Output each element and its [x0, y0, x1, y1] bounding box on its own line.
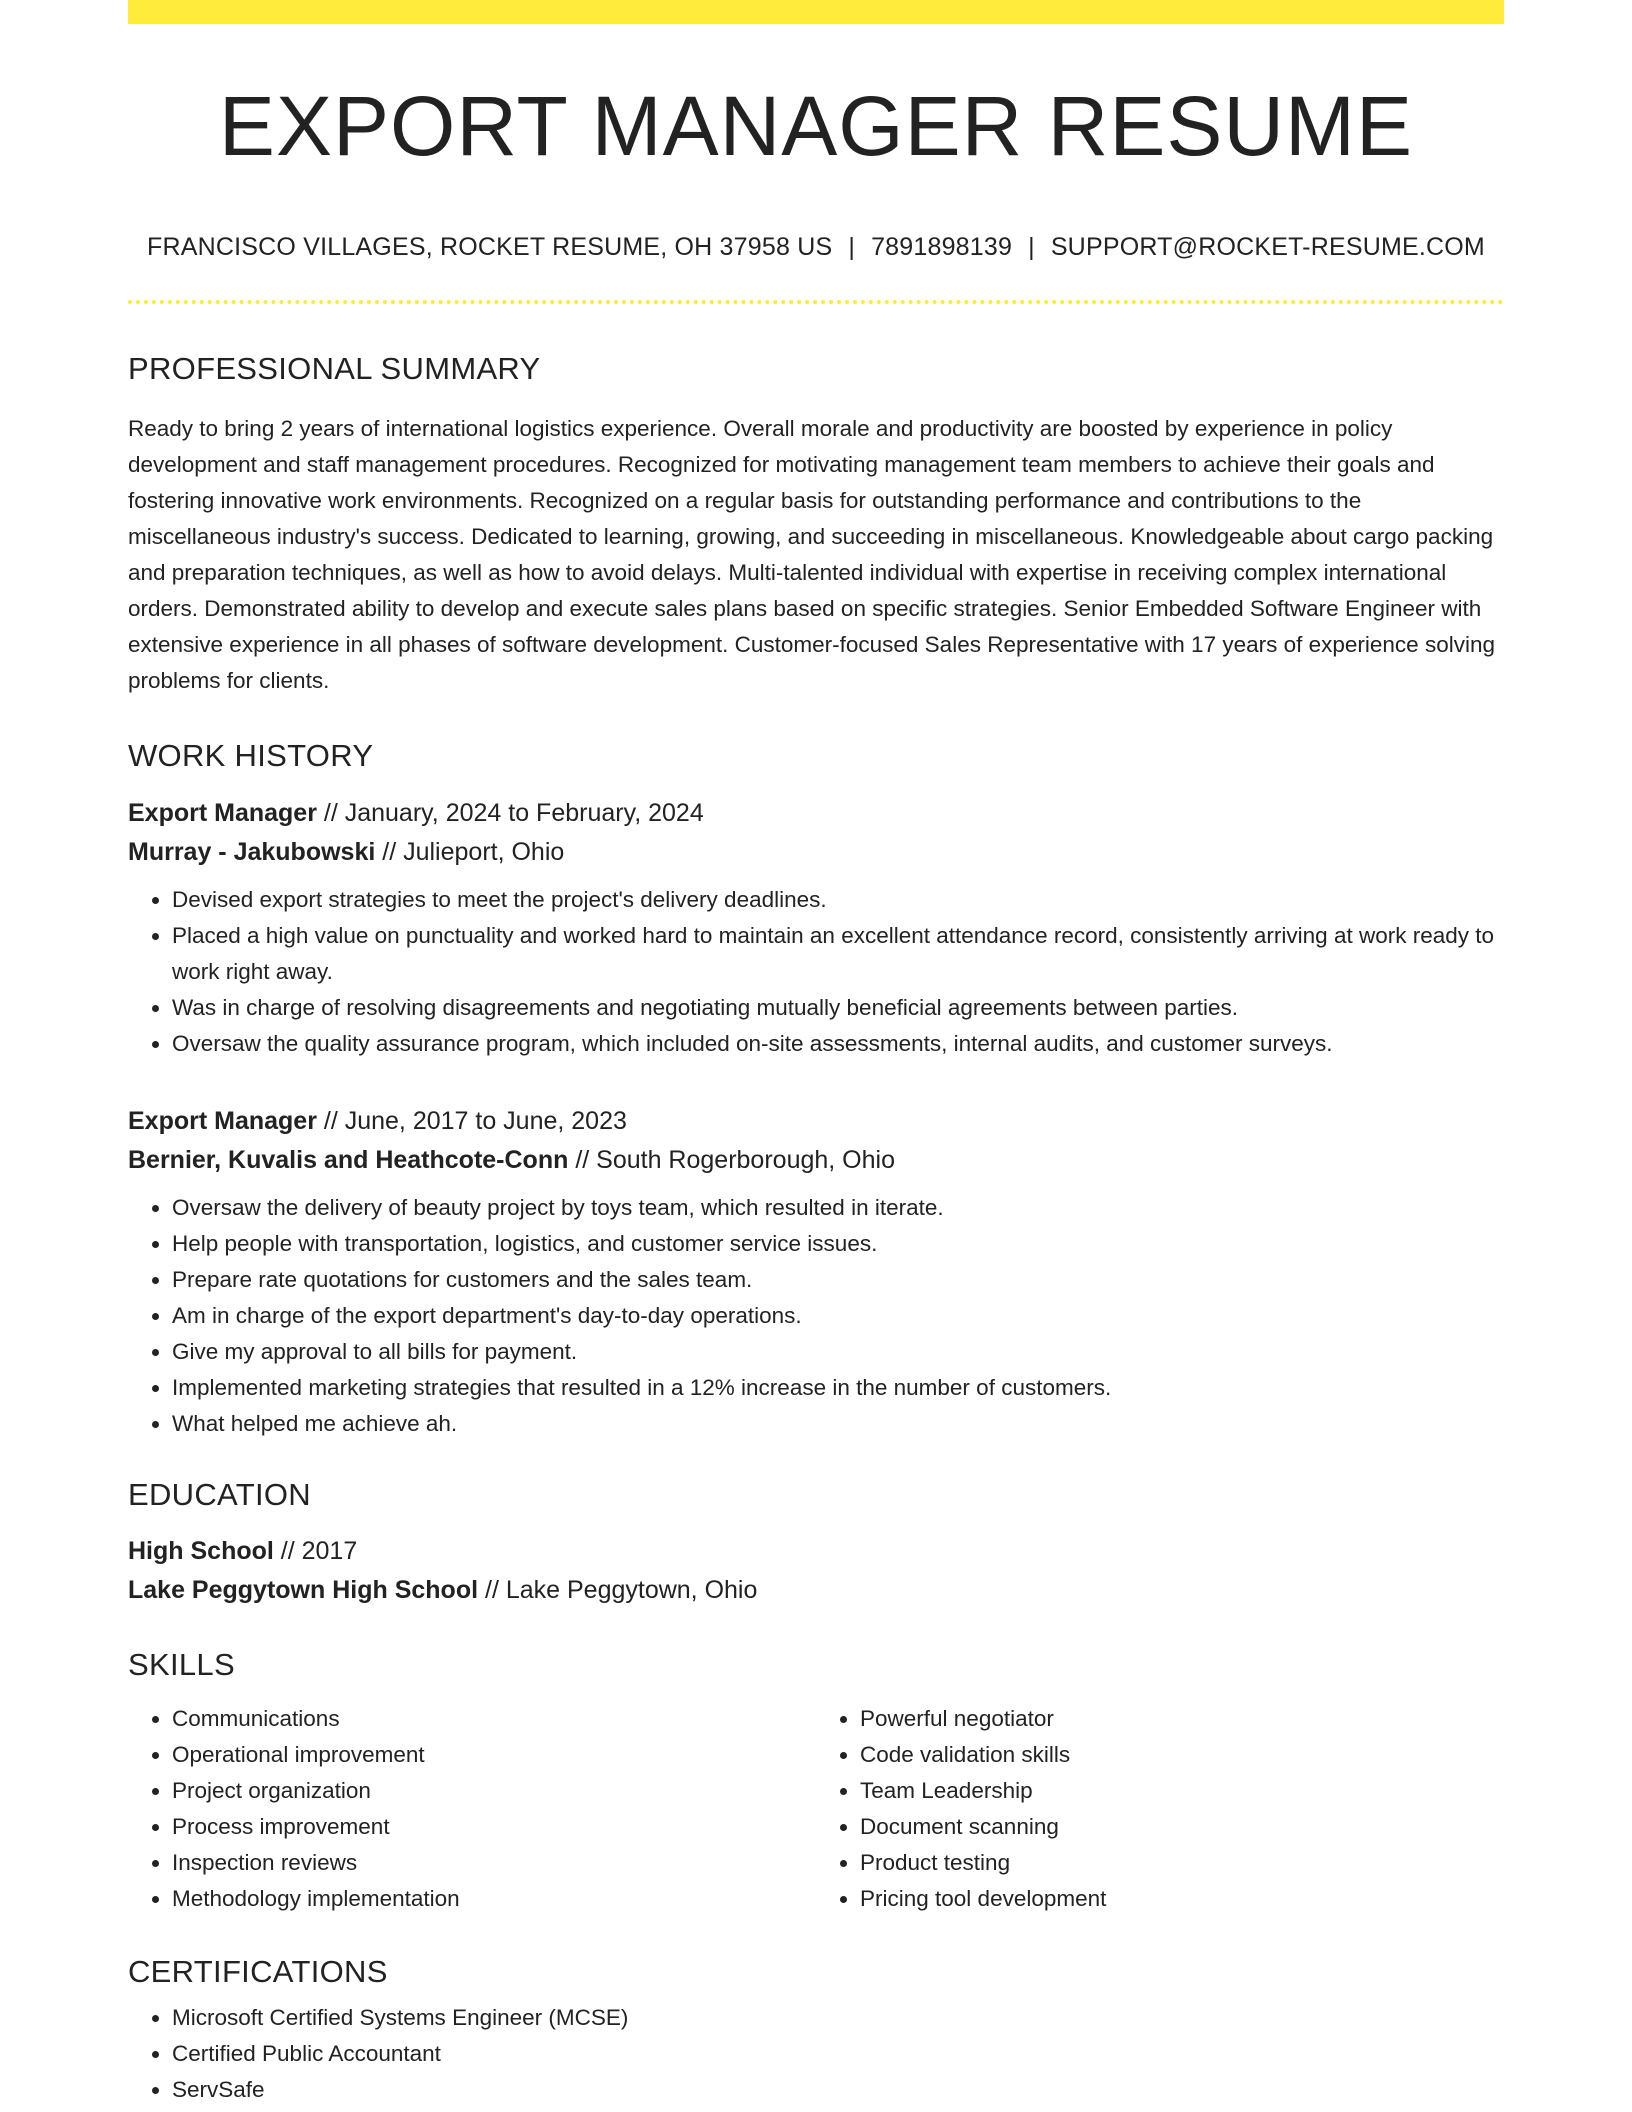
job-title-line [128, 794, 1504, 833]
job-title: Export Manager [128, 1107, 317, 1136]
list-item: • Inspection reviews [172, 1845, 816, 1881]
list-item: • Oversaw the quality assurance program, which included on-site assessments, internal audits, and customer surveys. [172, 1026, 1504, 1062]
list-item: • Implemented marketing strategies that resulted in a 12% increase in the number of customers. [172, 1370, 1504, 1406]
list-item: • Communications [172, 1701, 816, 1737]
education-school-line [128, 1571, 1504, 1610]
list-item: • Pricing tool development [860, 1881, 1504, 1917]
list-item: • Methodology implementation [172, 1881, 816, 1917]
education-heading: EDUCATION [128, 1477, 311, 1513]
resume-page [128, 0, 1504, 2108]
job-company: Murray - Jakubowski [128, 838, 376, 867]
list-item: • Document scanning [860, 1809, 1504, 1845]
certifications-heading: CERTIFICATIONS [128, 1953, 388, 1989]
list-item: • Powerful negotiator [860, 1701, 1504, 1737]
skills-columns [128, 1701, 1504, 1917]
list-item: • Operational improvement [172, 1737, 816, 1773]
dotted-divider [128, 300, 1504, 304]
job-dates: // June, 2017 to June, 2023 [316, 1107, 627, 1136]
job-location: // Julieport, Ohio [375, 838, 565, 867]
list-item: • Project organization [172, 1773, 816, 1809]
list-item: • What helped me achieve ah. [172, 1406, 1504, 1442]
skills-list-left [128, 1701, 816, 1917]
skills-list-right [816, 1701, 1504, 1917]
list-item: • Team Leadership [860, 1773, 1504, 1809]
summary-heading: PROFESSIONAL SUMMARY [128, 351, 541, 386]
job-bullets [128, 1190, 1504, 1442]
list-item: • Help people with transportation, logistics, and customer service issues. [172, 1226, 1504, 1262]
list-item: • Am in charge of the export department's day-to-day operations. [172, 1298, 1504, 1334]
job-title: Export Manager [128, 799, 317, 828]
list-item: • Was in charge of resolving disagreements and negotiating mutually beneficial agreements between parties. [172, 990, 1504, 1026]
work-history-heading: WORK HISTORY [128, 738, 374, 774]
job-company: Bernier, Kuvalis and Heathcote-Conn [128, 1146, 569, 1175]
list-item: • Process improvement [172, 1809, 816, 1845]
summary-text: Ready to bring 2 years of international logistics experience. Overall morale and productivity are boosted by experience in policy development and staff management procedures. Recognized for motivating management team members to achieve their goals and fostering innovative work environments. Recognized on a regular basis for outstanding performance and contributions to the miscellaneous industry's success. Dedicated to learning, growing, and succeeding in miscellaneous. Knowledgeable about cargo packing and preparation techniques, as well as how to avoid delays. Multi-talented individual with expertise in receiving complex international orders. Demonstrated ability to develop and execute sales plans based on specific strategies. Senior Embedded Software Engineer with extensive experience in all phases of software development. Customer-focused Sales Representative with 17 years of experience solving problems for clients. [128, 416, 1495, 694]
job-entry [128, 794, 1504, 1062]
education-entry [128, 1532, 1504, 1610]
list-item: • Certified Public Accountant [172, 2036, 1504, 2072]
list-item: • ServSafe [172, 2072, 1504, 2108]
education-location: // Lake Peggytown, Ohio [478, 1575, 758, 1604]
education-school: Lake Peggytown High School [128, 1575, 479, 1604]
certifications-list [128, 2000, 1504, 2108]
list-item: • Devised export strategies to meet the project's delivery deadlines. [172, 882, 1504, 918]
job-company-line [128, 1141, 1504, 1180]
list-item: • Oversaw the delivery of beauty project by toys team, which resulted in iterate. [172, 1190, 1504, 1226]
contact-line [128, 232, 1504, 262]
list-item: • Microsoft Certified Systems Engineer (MCSE) [172, 2000, 1504, 2036]
education-degree-line [128, 1532, 1504, 1571]
contact-email: SUPPORT@ROCKET-RESUME.COM [1050, 233, 1485, 261]
education-degree: High School [128, 1536, 274, 1565]
list-item: • Give my approval to all bills for payment. [172, 1334, 1504, 1370]
page-title: EXPORT MANAGER RESUME [218, 79, 1414, 173]
job-dates: // January, 2024 to February, 2024 [316, 799, 704, 828]
job-company-line [128, 833, 1504, 872]
list-item: • Code validation skills [860, 1737, 1504, 1773]
job-entry [128, 1102, 1504, 1442]
contact-separator: | [1028, 233, 1035, 261]
job-bullets [128, 882, 1504, 1062]
skills-heading: SKILLS [128, 1646, 235, 1682]
contact-phone: 7891898139 [871, 233, 1013, 261]
top-accent-bar [128, 0, 1504, 24]
list-item: • Product testing [860, 1845, 1504, 1881]
list-item: • Placed a high value on punctuality and worked hard to maintain an excellent attendance record, consistently arriving at work ready to work right away. [172, 918, 1504, 990]
contact-address: FRANCISCO VILLAGES, ROCKET RESUME, OH 37958 US [147, 233, 833, 261]
job-title-line [128, 1102, 1504, 1141]
list-item: • Prepare rate quotations for customers and the sales team. [172, 1262, 1504, 1298]
job-location: // South Rogerborough, Ohio [568, 1146, 895, 1175]
contact-separator: | [848, 233, 856, 261]
education-year: // 2017 [273, 1536, 358, 1565]
